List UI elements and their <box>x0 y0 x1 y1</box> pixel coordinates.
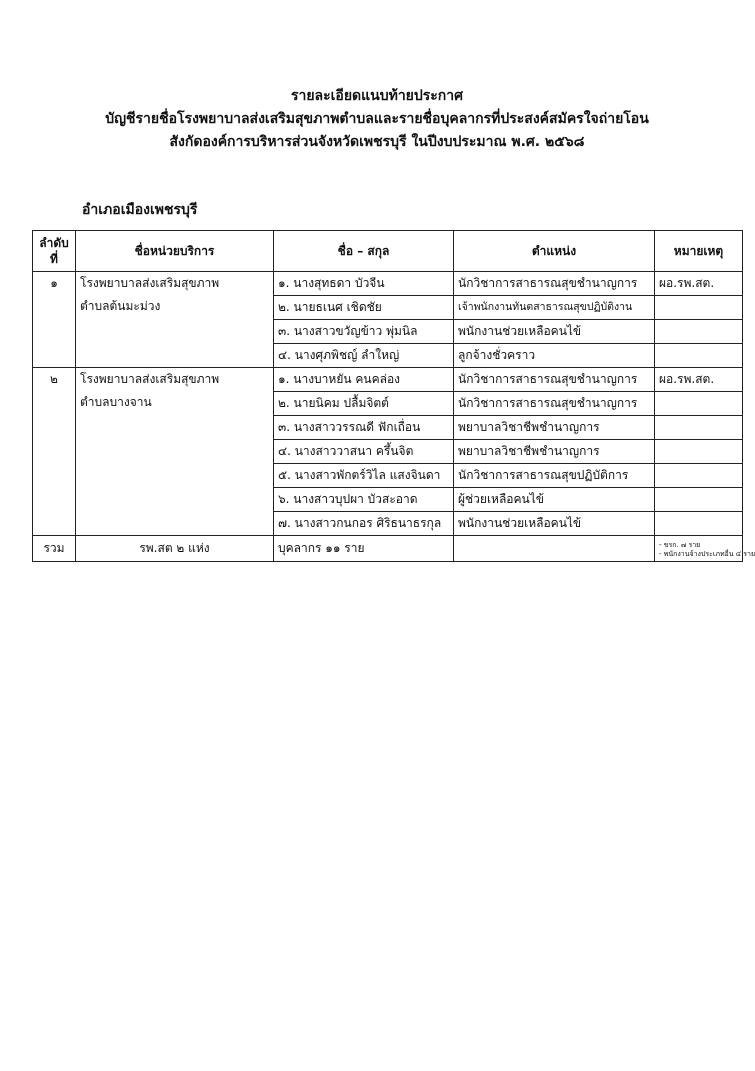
person-name: ๗. นางสาวกนกอร ศิริธนาธรกุล <box>274 512 454 536</box>
table-header-row <box>33 231 743 272</box>
person-position: เจ้าพนักงานทันตสาธารณสุขปฏิบัติงาน <box>454 296 655 320</box>
col-header-note: หมายเหตุ <box>655 231 743 272</box>
transfer-table <box>32 230 755 562</box>
group-number: ๒ <box>33 368 76 536</box>
total-people: บุคลากร ๑๑ ราย <box>274 536 454 562</box>
person-name: ๑. นางสุทธดา บัวจีน <box>274 272 454 296</box>
person-position: ผู้ช่วยเหลือคนไข้ <box>454 488 655 512</box>
person-note <box>655 488 743 512</box>
total-position <box>454 536 655 562</box>
person-note <box>655 392 743 416</box>
person-position: นักวิชาการสาธารณสุขปฏิบัติการ <box>454 464 655 488</box>
person-name: ๔. นางสาววาสนา ครึ้นจิต <box>274 440 454 464</box>
person-position: พนักงานช่วยเหลือคนไข้ <box>454 512 655 536</box>
total-row <box>33 536 743 562</box>
district-heading: อำเภอเมืองเพชรบุรี <box>82 202 198 218</box>
unit-name: โรงพยาบาลส่งเสริมสุขภาพ ตำบลบางจาน <box>76 368 274 536</box>
unit-name: โรงพยาบาลส่งเสริมสุขภาพ ตำบลต้นมะม่วง <box>76 272 274 368</box>
person-note <box>655 440 743 464</box>
person-position: นักวิชาการสาธารณสุขชำนาญการ <box>454 272 655 296</box>
person-note <box>655 512 743 536</box>
col-header-unit: ชื่อหน่วยบริการ <box>76 231 274 272</box>
col-header-no: ลำดับ ที่ <box>33 231 76 272</box>
total-units: รพ.สต ๒ แห่ง <box>76 536 274 562</box>
person-position: นักวิชาการสาธารณสุขชำนาญการ <box>454 392 655 416</box>
person-name: ๑. นางบาหยัน คนคล่อง <box>274 368 454 392</box>
person-note <box>655 296 743 320</box>
person-name: ๓. นางสาวขวัญข้าว พุ่มนิล <box>274 320 454 344</box>
person-note <box>655 320 743 344</box>
total-note: - ขรก. ๗ ราย - พนักงานจ้างประเภทอื่น ๔ ราย <box>655 536 743 562</box>
person-note <box>655 344 743 368</box>
person-name: ๖. นางสาวบุปผา บัวสะอาด <box>274 488 454 512</box>
person-name: ๔. นางศุภพิชญ์ ลำใหญ่ <box>274 344 454 368</box>
person-name: ๓. นางสาววรรณดี ฟักเถื่อน <box>274 416 454 440</box>
table-row <box>33 368 743 392</box>
person-note <box>655 464 743 488</box>
col-header-name: ชื่อ – สกุล <box>274 231 454 272</box>
col-header-position: ตำแหน่ง <box>454 231 655 272</box>
person-name: ๒. นายนิคม ปลื้มจิตต์ <box>274 392 454 416</box>
group-number: ๑ <box>33 272 76 368</box>
person-name: ๕. นางสาวพักตร์วิไล แสงจินดา <box>274 464 454 488</box>
person-position: พนักงานช่วยเหลือคนไข้ <box>454 320 655 344</box>
table-row <box>33 272 743 296</box>
person-name: ๒. นายธเนศ เชิดชัย <box>274 296 454 320</box>
person-position: นักวิชาการสาธารณสุขชำนาญการ <box>454 368 655 392</box>
doc-title-line2: บัญชีรายชื่อโรงพยาบาลส่งเสริมสุขภาพตำบลและรายชื่อบุคลากรที่ประสงค์สมัครใจถ่ายโอน <box>105 111 649 127</box>
person-position: พยาบาลวิชาชีพชำนาญการ <box>454 440 655 464</box>
person-position: พยาบาลวิชาชีพชำนาญการ <box>454 416 655 440</box>
person-note <box>655 416 743 440</box>
doc-title-line1: รายละเอียดแนบท้ายประกาศ <box>290 88 464 104</box>
person-position: ลูกจ้างชั่วคราว <box>454 344 655 368</box>
total-label: รวม <box>33 536 76 562</box>
doc-title-line3: สังกัดองค์การบริหารส่วนจังหวัดเพชรบุรี ในปีงบประมาณ พ.ศ. ๒๕๖๘ <box>169 134 585 150</box>
person-note: ผอ.รพ.สต. <box>655 368 743 392</box>
person-note: ผอ.รพ.สต. <box>655 272 743 296</box>
